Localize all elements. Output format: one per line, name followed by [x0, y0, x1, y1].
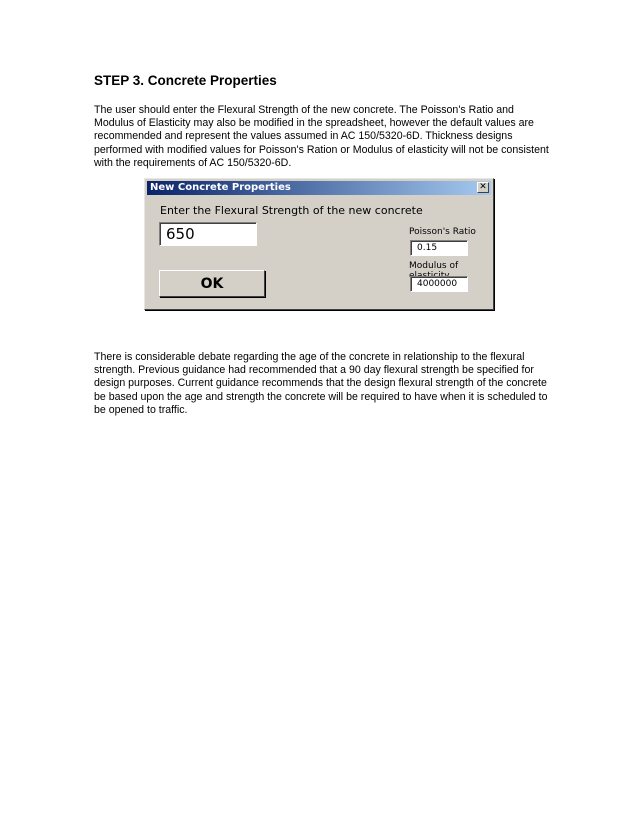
dialog-title: New Concrete Properties [150, 182, 291, 193]
dialog-titlebar[interactable] [147, 181, 491, 195]
close-icon: ✕ [479, 182, 487, 192]
section-heading: STEP 3. Concrete Properties [94, 73, 277, 88]
flexural-strength-prompt: Enter the Flexural Strength of the new concrete [160, 204, 423, 217]
poissons-ratio-input[interactable] [410, 240, 468, 256]
ok-button[interactable]: OK [159, 270, 265, 297]
modulus-of-elasticity-label: Modulus of [409, 261, 459, 271]
intro-paragraph: The user should enter the Flexural Strength of the new concrete. The Poisson's Ratio and Modulus of Elasticity may also be modified in the spreadsheet, however the default values are recommended and represent the values assumed in AC 150/5320-6D. Thickness designs performed with modified values for Poisson's Ration or Modulus of elasticity will not be consistent with the requirements of AC 150/5320-6D. [94, 104, 549, 169]
close-button[interactable] [477, 182, 489, 193]
new-concrete-properties-dialog [144, 178, 494, 310]
flexural-strength-input[interactable] [159, 222, 257, 246]
guidance-paragraph: There is considerable debate regarding the age of the concrete in relationship to the flexural strength. Previous guidance had recommended that a 90 day flexural strength be specified for design purposes. Current guidance recommends that the design flexural strength of the concrete be based upon the age and strength the concrete will be required to have when it is scheduled to be opened to traffic. [94, 351, 548, 416]
poissons-ratio-label: Poisson's Ratio [409, 227, 476, 237]
modulus-of-elasticity-input[interactable] [410, 276, 468, 292]
